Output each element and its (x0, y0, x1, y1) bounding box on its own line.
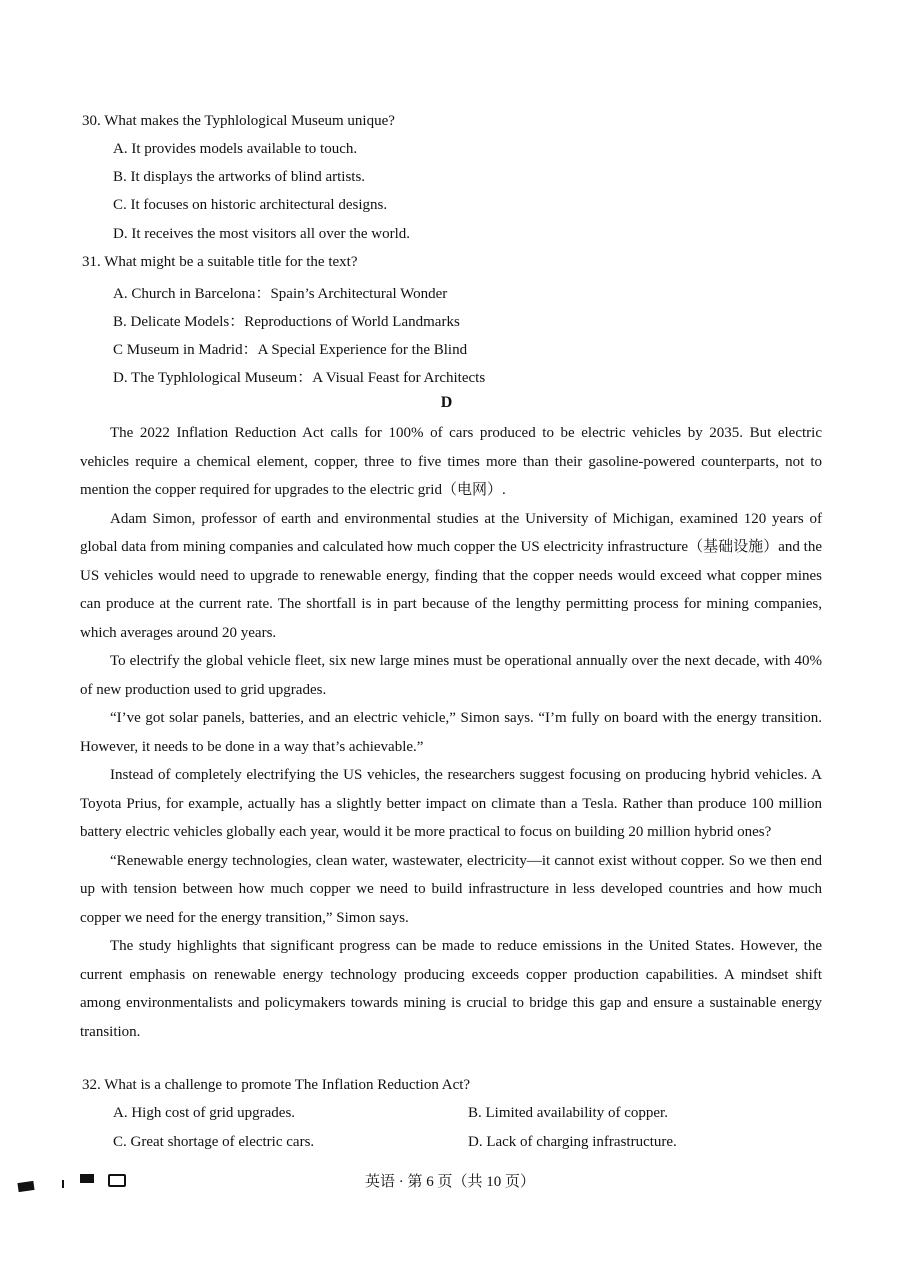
passage-paragraph: Adam Simon, professor of earth and environmental studies at the University of Michigan, examined 120 years of global data from mining companies and calculated how much copper the US electricity infrastructure（基础设施）and the US vehicles would need to upgrade to renewable energy, finding that the copper needs would exceed what copper mines can produce at the current rate. The shortfall is in part because of the lengthy permitting process for mining companies, which averages around 20 years. (80, 510, 822, 641)
passage-d (80, 419, 822, 1046)
question-30-option-d: D. It receives the most visitors all over the world. (113, 226, 411, 242)
question-32-option-b: B. Limited availability of copper. (468, 1105, 668, 1121)
passage-paragraph: “I’ve got solar panels, batteries, and an electric vehicle,” Simon says. “I’m fully on board with the energy transition. However, it needs to be done in a way that’s achievable.” (80, 710, 822, 755)
question-31-option-b: B. Delicate Models：Reproductions of World Landmarks (113, 314, 460, 330)
passage-paragraph: To electrify the global vehicle fleet, six new large mines must be operational annually over the next decade, with 40% of new production used to grid upgrades. (80, 653, 822, 698)
question-31-option-d: D. The Typhlological Museum：A Visual Feast for Architects (113, 370, 486, 386)
question-30-stem: 30. What makes the Typhlological Museum unique? (82, 113, 395, 129)
section-heading: D (440, 394, 453, 411)
question-30-option-c: C. It focuses on historic architectural designs. (113, 197, 388, 213)
passage-paragraph: The 2022 Inflation Reduction Act calls for 100% of cars produced to be electric vehicles by 2035. But electric vehicles require a chemical element, copper, three to five times more than their gasoline-powered counterparts, not to mention the copper required for upgrades to the electric grid（电网）. (80, 425, 822, 498)
question-32-stem: 32. What is a challenge to promote The Inflation Reduction Act? (82, 1077, 471, 1093)
question-31-option-a: A. Church in Barcelona：Spain’s Architectural Wonder (113, 286, 448, 302)
question-32-option-d: D. Lack of charging infrastructure. (468, 1134, 677, 1150)
question-32-option-c: C. Great shortage of electric cars. (113, 1134, 315, 1150)
question-30-option-a: A. It provides models available to touch. (113, 141, 358, 157)
question-31-stem: 31. What might be a suitable title for the text? (82, 254, 358, 270)
passage-paragraph: Instead of completely electrifying the US vehicles, the researchers suggest focusing on producing hybrid vehicles. A Toyota Prius, for example, actually has a slightly better impact on climate than a Tesla. Rather than produce 100 million battery electric vehicles globally each year, would it be more practical to focus on building 20 million hybrid ones? (80, 767, 822, 840)
question-30-option-b: B. It displays the artworks of blind artists. (113, 169, 366, 185)
page-number-label: 英语 · 第 6 页（共 10 页） (365, 1174, 535, 1190)
passage-paragraph: The study highlights that significant progress can be made to reduce emissions in the United States. However, the current emphasis on renewable energy technology producing exceeds copper production capabilities. A mindset shift among environmentalists and policymakers towards mining is crucial to bridge this gap and ensure a sustainable energy transition. (80, 938, 822, 1040)
question-32-option-a: A. High cost of grid upgrades. (113, 1105, 296, 1121)
question-31-option-c: C Museum in Madrid：A Special Experience for the Blind (113, 342, 468, 358)
passage-paragraph: “Renewable energy technologies, clean water, wastewater, electricity—it cannot exist without copper. So we then end up with tension between how much copper we need to build infrastructure in less developed countries and how much copper we need for the energy transition,” Simon says. (80, 852, 822, 926)
